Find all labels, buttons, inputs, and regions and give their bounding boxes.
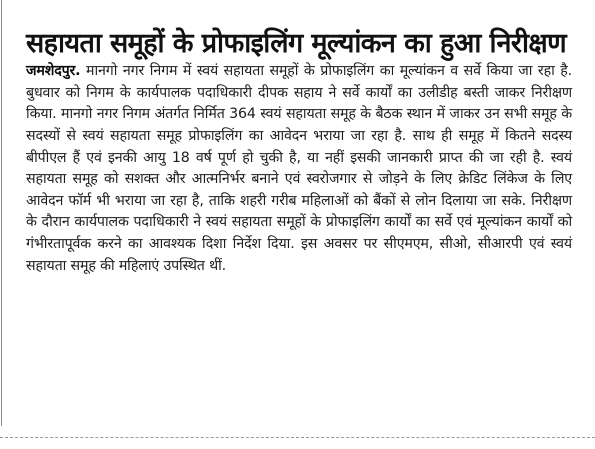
article-body — [26, 61, 572, 277]
article-body-text: मानगो नगर निगम में स्वयं सहायता समूहों के प्रोफाइलिंग का मूल्यांकन व सर्वे किया जा रहा है. बुधवार को निगम के कार्यपालक पदाधिकारी दीपक सहाय ने सर्वे कार्यों का उलीडीह बस्ती जाकर निरीक्षण किया. मानगो नगर निगम अंतर्गत निर्मित 364 स्वयं सहायता समूह के बैठक स्थान में जाकर उन सभी समूह के सदस्यों से स्वयं सहायता समूह प्रोफाइलिंग का आवेदन भराया जा रहा है. साथ ही समूह में कितने सदस्य बीपीएल हैं एवं इनकी आयु 18 वर्ष पूर्ण हो चुकी है, या नहीं इसकी जानकारी प्राप्त की जा रही है. स्वयं सहायता समूह को सशक्त और आत्मनिर्भर बनाने एवं स्वरोजगार से जोड़ने के लिए क्रेडिट लिंकेज के लिए आवेदन फॉर्म भी भराया जा रहा है, ताकि शहरी गरीब महिलाओं को बैंकों से लोन दिलाया जा सके. निरीक्षण के दौरान कार्यपालक पदाधिकारी ने स्वयं सहायता समूहों के प्रोफाइलिंग कार्यों का सर्वे एवं मूल्यांकन कार्यों को गंभीरतापूर्वक करने का आवश्यक दिशा निर्देश दिया. इस अवसर पर सीएमएम, सीओ, सीआरपी एवं स्वयं सहायता समूह की महिलाएं उपस्थित थीं. — [26, 63, 572, 274]
left-column-rule — [1, 0, 2, 426]
bottom-divider — [0, 437, 595, 438]
article-headline: सहायता समूहों के प्रोफाइलिंग मूल्यांकन का हुआ निरीक्षण — [26, 28, 567, 60]
article-dateline: जमशेदपुर. — [26, 63, 81, 80]
